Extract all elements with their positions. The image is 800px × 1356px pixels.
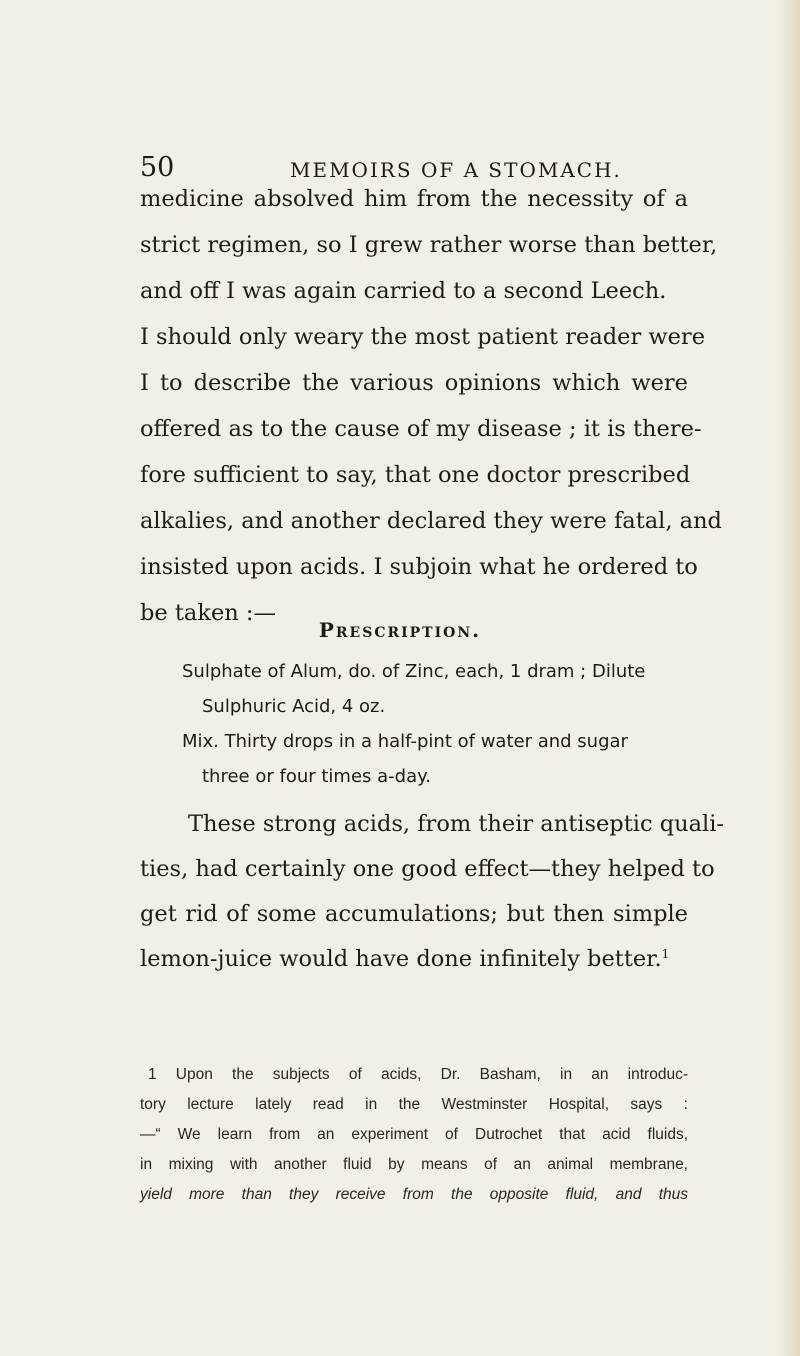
prescription-block bbox=[182, 654, 682, 794]
prescription-line: Sulphuric Acid, 4 oz. bbox=[202, 696, 386, 717]
text-line: alkalies, and another declared they were fatal, and bbox=[140, 508, 722, 534]
text-line: and off I was again carried to a second Leech. bbox=[140, 278, 667, 304]
text-line: lemon-juice would have done infinitely better. bbox=[140, 946, 662, 972]
text-line: strict regimen, so I grew rather worse than better, bbox=[140, 232, 718, 258]
prescription-line: Mix. Thirty drops in a half-pint of water and sugar bbox=[182, 731, 628, 752]
text-line: get rid of some accumulations; but then simple bbox=[140, 901, 688, 927]
prescription-line: Sulphate of Alum, do. of Zinc, each, 1 dram ; Dilute bbox=[182, 661, 646, 682]
running-head: MEMOIRS OF A STOMACH. bbox=[290, 158, 622, 182]
text-line: ties, had certainly one good effect—they helped to bbox=[140, 856, 715, 882]
footnote-line: 1 Upon the subjects of acids, Dr. Basham, in an introduc- bbox=[148, 1066, 688, 1083]
paragraph-1 bbox=[140, 176, 718, 314]
text-line: These strong acids, from their antiseptic quali- bbox=[188, 811, 725, 837]
footnote-marker: 1 bbox=[661, 947, 670, 961]
text-line: offered as to the cause of my disease ; it is there- bbox=[140, 416, 702, 442]
page-edge-shadow bbox=[778, 0, 800, 1356]
text-line-with-footnote bbox=[140, 937, 688, 982]
text-line: fore sufficient to say, that one doctor prescribed bbox=[140, 462, 691, 488]
text-line: I to describe the various opinions which were bbox=[140, 370, 688, 396]
page-number: 50 bbox=[140, 152, 175, 183]
footnote-line: yield more than they receive from the opposite fluid, and thus bbox=[140, 1186, 688, 1203]
footnote-line: —“ We learn from an experiment of Dutrochet that acid fluids, bbox=[140, 1126, 688, 1143]
text-line: insisted upon acids. I subjoin what he ordered to bbox=[140, 554, 698, 580]
paragraph-2 bbox=[140, 314, 722, 636]
footnote-line: tory lecture lately read in the Westminster Hospital, says : bbox=[140, 1096, 688, 1113]
footnote-line: in mixing with another fluid by means of an animal membrane, bbox=[140, 1156, 688, 1173]
text-line: I should only weary the most patient reader were bbox=[140, 324, 706, 350]
paragraph-3 bbox=[140, 802, 725, 982]
prescription-line: three or four times a-day. bbox=[202, 766, 431, 787]
footnote bbox=[140, 1060, 688, 1210]
text-line: be taken :— bbox=[140, 600, 276, 626]
prescription-heading: Prescription. bbox=[318, 618, 482, 642]
text-line: medicine absolved him from the necessity of a bbox=[140, 186, 688, 212]
